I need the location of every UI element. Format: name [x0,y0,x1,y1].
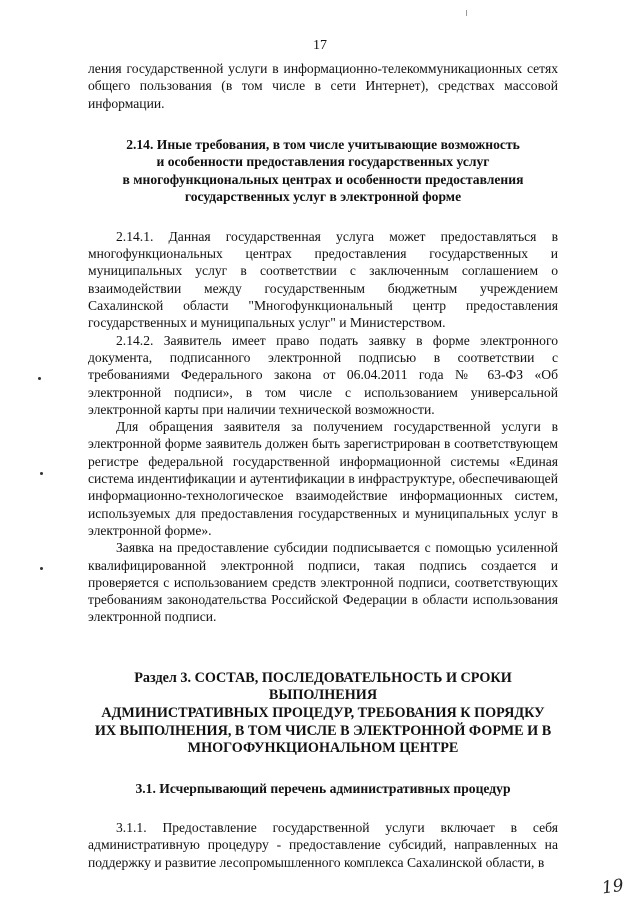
handwritten-page-number: 19 [601,875,626,899]
title-line: МНОГОФУНКЦИОНАЛЬНОМ ЦЕНТРЕ [187,740,459,757]
paragraph-2-14-1: 2.14.1. Данная государственная услуга может предоставляться в многофункциональных центрах предоставления государственных и муниципальных услуг в соответствии с заключенным соглашением о взаимодействии между государственным бюджетным учреждением Сахалинской области "Многофункциональный центр предоставления государственных и муниципальных услуг" и Министерством. [88,228,558,331]
title-line: ВЫПОЛНЕНИЯ [268,687,378,704]
scan-speck [38,377,41,380]
scan-speck [40,567,43,570]
title-line: ИХ ВЫПОЛНЕНИЯ, В ТОМ ЧИСЛЕ В ЭЛЕКТРОННОЙ ФОРМЕ И В [94,722,552,739]
scan-speck [40,472,43,475]
page-number: 17 [313,38,327,53]
heading-line: государственных услуг в электронной форме [184,189,462,205]
heading-line: 2.14. Иные требования, в том числе учитывающие возможность [126,136,520,152]
scan-mark [466,10,467,16]
section-2-14-heading [88,136,558,206]
document-body [88,60,558,871]
paragraph-2-14-2: 2.14.2. Заявитель имеет право подать заявку в форме электронного документа, подписанного электронной подписью в соответствии с требованиями Федерального закона от 06.04.2011 года № 63-ФЗ «Об электронной подписи», в том числе с использованием универсальной электронной карты при наличии технической возможности. [88,332,558,417]
paragraph-signature: Заявка на предоставление субсидии подписывается с помощью усиленной квалифицированной электронной подписи, такая подпись создается и проверяется с использованием средств электронной подписи, соответствующих требованиям законодательства Российской Федерации в области использования электронной подписи. [88,540,558,625]
intro-paragraph: ления государственной услуги в информационно-телекоммуникационных сетях общего пользования (в том числе в сети Интернет), средствах массовой информации. [88,61,558,111]
section-3-1-heading: 3.1. Исчерпывающий перечень административных процедур [135,780,511,796]
title-line: АДМИНИСТРАТИВНЫХ ПРОЦЕДУР, ТРЕБОВАНИЯ К ПОРЯДКУ [101,704,545,721]
title-line: Раздел 3. СОСТАВ, ПОСЛЕДОВАТЕЛЬНОСТЬ И СРОКИ [134,669,512,686]
paragraph-registration: Для обращения заявителя за получением государственной услуги в электронной форме заявитель должен быть зарегистрирован в соответствующем регистре федеральной государственной информационной системы «Единая система индентификации и аутентификации в инфраструктуре, обеспечивающей информационно-технологическое взаимодействие информационных систем, используемых для предоставления государственных и муниципальных услуг в электронной форме». [88,419,558,538]
heading-line: в многофункциональных центрах и особенности предоставления [122,171,524,187]
section-3-title [88,670,558,758]
heading-line: и особенности предоставления государственных услуг [156,154,490,170]
paragraph-3-1-1: 3.1.1. Предоставление государственной услуги включает в себя административную процедуру - предоставление субсидий, направленных на поддержку и развитие лесопромышленного комплекса Сахалинской области, в [88,819,558,870]
